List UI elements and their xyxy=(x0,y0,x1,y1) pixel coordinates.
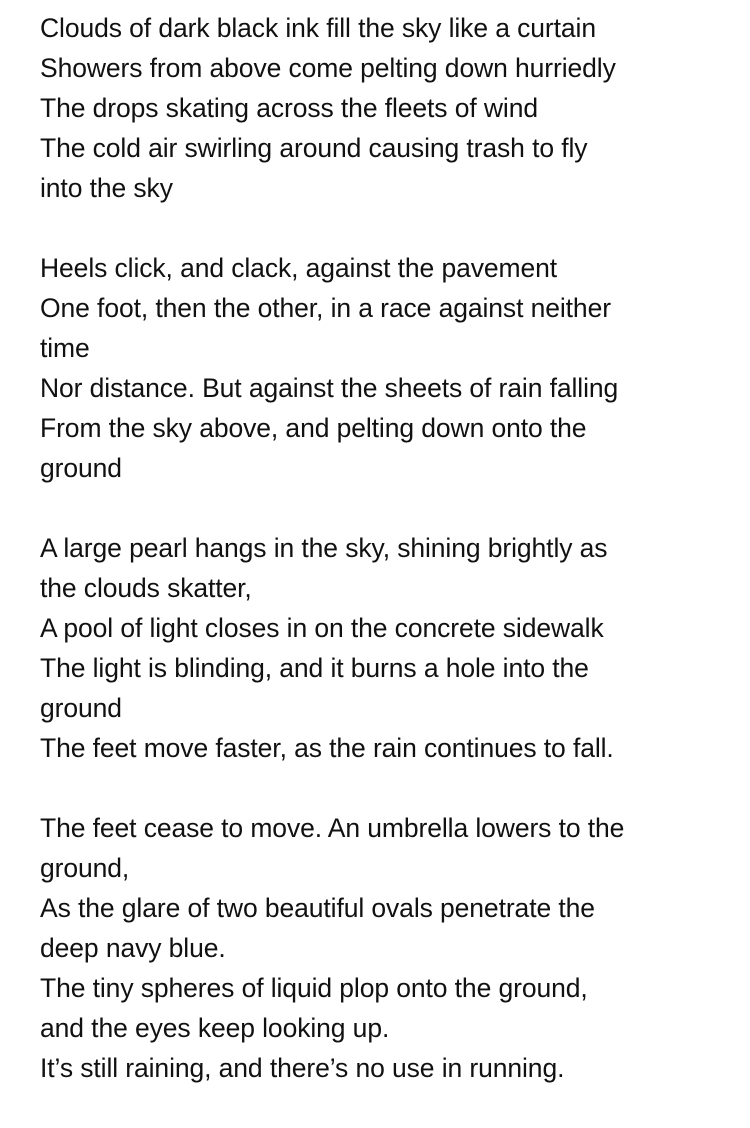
poem-line: A large pearl hangs in the sky, shining brightly as xyxy=(40,533,608,563)
poem-line: The drops skating across the fleets of wind xyxy=(40,93,538,123)
poem-line: into the sky xyxy=(40,173,173,203)
poem-body xyxy=(40,8,740,1128)
poem-line: The light is blinding, and it burns a hole into the xyxy=(40,653,589,683)
poem-line: As the glare of two beautiful ovals penetrate the xyxy=(40,893,595,923)
poem-line: One foot, then the other, in a race against neither xyxy=(40,293,611,323)
poem-line: The feet cease to move. An umbrella lowers to the xyxy=(40,813,625,843)
poem-line: Showers from above come pelting down hurriedly xyxy=(40,53,616,83)
stanza-3 xyxy=(40,528,740,768)
poem-line: ground xyxy=(40,453,122,483)
stanza-1 xyxy=(40,8,740,208)
poem-line: deep navy blue. xyxy=(40,933,226,963)
stanza-2 xyxy=(40,248,740,488)
poem-line: Clouds of dark black ink fill the sky like a curtain xyxy=(40,13,596,43)
poem-line: The feet move faster, as the rain continues to fall. xyxy=(40,733,614,763)
poem-line: time xyxy=(40,333,90,363)
poem-line: the clouds skatter, xyxy=(40,573,252,603)
poem-line: It’s still raining, and there’s no use in running. xyxy=(40,1053,565,1083)
poem-line: A pool of light closes in on the concrete sidewalk xyxy=(40,613,604,643)
poem-line: The tiny spheres of liquid plop onto the ground, xyxy=(40,973,588,1003)
poem-line: Heels click, and clack, against the pavement xyxy=(40,253,558,283)
poem-line: ground, xyxy=(40,853,130,883)
poem-line: From the sky above, and pelting down onto the xyxy=(40,413,587,443)
poem-line: and the eyes keep looking up. xyxy=(40,1013,390,1043)
stanza-4 xyxy=(40,808,740,1088)
poem-line: Nor distance. But against the sheets of rain falling xyxy=(40,373,619,403)
poem-line: The cold air swirling around causing trash to fly xyxy=(40,133,588,163)
poem-line: ground xyxy=(40,693,122,723)
